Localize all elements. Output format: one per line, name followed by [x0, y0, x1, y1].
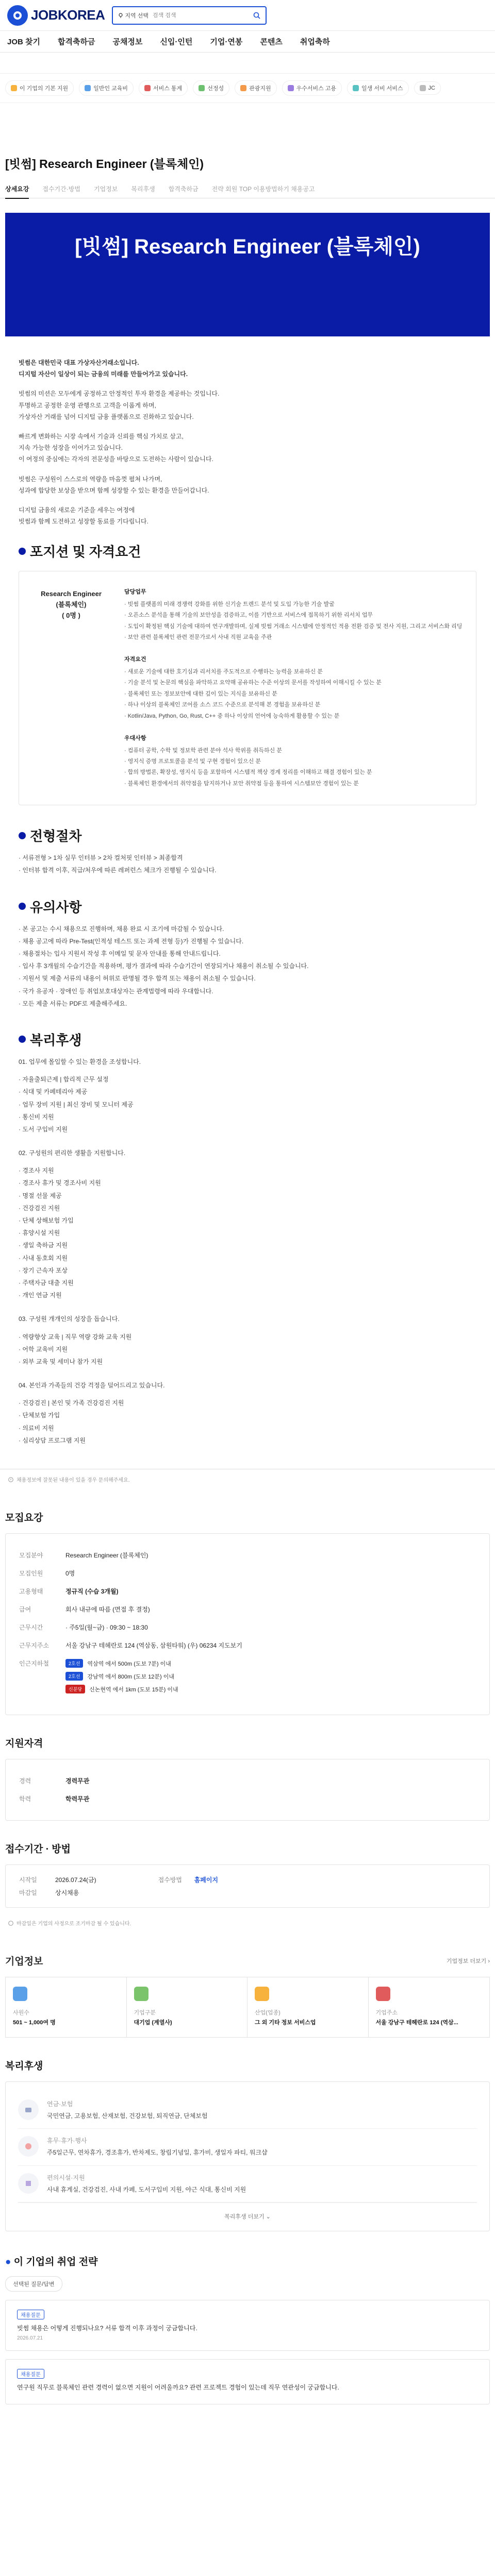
bullet-dot-icon: [19, 1036, 26, 1043]
benefit-group: 02. 구성원의 편리한 생활을 지원합니다. · 경조사 지원 · 경조사 휴가 및 경조사비 지원 · 명절 선물 제공 · 건강검진 지원 · 단체 상해보험 가입 · 휴양시설 지원 · 생일 축하금 지원 · 사내 동호회 지원 · 장기 근속자 포상 · 주택자금 대출 지원 · 개인 연금 지원: [19, 1149, 126, 1299]
info-icon: [8, 1477, 13, 1482]
welfare-row: 휴무·휴가·행사 주5일근무, 연차휴가, 경조휴가, 반차제도, 창립기념일, 휴가비, 생일자 파티, 워크샵: [18, 2129, 477, 2165]
chip[interactable]: 우수서비스 고용: [282, 80, 342, 96]
region-select[interactable]: [118, 11, 148, 20]
tab-bonus[interactable]: 합격축하금: [168, 185, 199, 193]
benefits-heading: 복리후생: [19, 1030, 476, 1049]
corp-card: 기업구분 대기업 (계열사): [127, 1977, 248, 2037]
deadline-note: 마감일은 기업의 사정으로 조기마감 될 수 있습니다.: [0, 1913, 495, 1933]
bullet-dot-icon: [19, 832, 26, 839]
location-icon: [118, 13, 123, 18]
tab-company[interactable]: 기업정보: [93, 185, 118, 193]
chip[interactable]: 일생 서비 서비스: [347, 80, 409, 96]
notes-heading: 유의사항: [19, 897, 476, 916]
building-icon: [134, 1987, 148, 2001]
apply-req-box: 경력 경력무관 학력 학력무관: [5, 1759, 490, 1821]
report-note[interactable]: 채용정보에 잘못된 내용이 있을 경우 문의해주세요.: [0, 1469, 495, 1489]
intro-paragraph: 빗썸은 대한민국 대표 가상자산거래소입니다. 디지털 자산이 일상이 되는 금융의 미래를 만들어가고 있습니다.: [19, 359, 188, 378]
corp-card: 사원수 501 ~ 1,000여 명: [6, 1977, 127, 2037]
search-input[interactable]: [153, 12, 249, 19]
site-header: [0, 0, 495, 31]
duties-group: 담당업무 · 빗썸 플랫폼의 미래 경쟁력 강화를 위한 신기술 트렌드 분석 및 도입 가능한 기술 발굴 · 오픈소스 분석을 통해 기술의 보안성을 검증하고, 이를 기반으로 서비스에 접목하기 위한 리서치 업무 · 도입이 확정된 핵심 기술에 대하여 연구개발하며, 실제 빗썸 거래소 시스템에 안정적인 적용 전환 검증 및 전사 지원, 그리고 서비스화 리딩 · 보안 관련 블록체인 관련 전문가로서 사내 직원 교육을 주관: [124, 589, 463, 640]
qualifications-detail: [110, 587, 463, 789]
nav-item-bonus[interactable]: 합격축하금: [58, 38, 95, 46]
chip[interactable]: 관광지원: [235, 80, 277, 96]
intro-text: [0, 357, 495, 527]
vacation-icon: [18, 2136, 39, 2157]
nav-item-job[interactable]: JOB 찾기: [7, 38, 40, 46]
chip-icon: [240, 85, 246, 91]
intro-paragraph: 빠르게 변화하는 시장 속에서 기술과 신뢰를 핵심 가치로 삼고, 지속 가능한 성장을 이어가고 있습니다. 이 여정의 중심에는 각자의 전문성을 바탕으로 도전하는 사람이 있습니다.: [19, 432, 213, 463]
corp-card: 기업주소 서울 강남구 테헤란로 124 (역삼...: [369, 1977, 490, 2037]
nav-item-contents[interactable]: 콘텐츠: [260, 38, 283, 46]
summary-row: 모집분야 Research Engineer (블록체인): [19, 1552, 148, 1559]
strategy-card[interactable]: 채용질문 빗썸 채용은 어떻게 진행되나요? 서류 합격 이후 과정이 궁금합니다. 2026.07.21: [5, 2300, 490, 2351]
bullet-dot-icon: [19, 548, 26, 555]
chip[interactable]: 서비스 통계: [139, 80, 188, 96]
chip-icon: [144, 85, 151, 91]
chip-icon: [199, 85, 205, 91]
welfare-row: 편의시설·지원 사내 휴게실, 건강검진, 사내 카페, 도서구입비 지원, 야근 식대, 통신비 지원: [18, 2166, 477, 2202]
briefcase-icon: [255, 1987, 269, 2001]
main-nav: [0, 31, 495, 53]
job-title: [빗썸] Research Engineer (블록체인): [5, 157, 204, 171]
benefits-list: [0, 1056, 495, 1446]
requirements-group: 자격요건 · 새로운 기술에 대한 호기심과 리서치를 주도적으로 수행하는 능력을 보유하신 분 · 기술 분석 및 논문의 핵심을 파악하고 요약해 공유하는 수준 이상의 문서를 작성하여 이해시킬 수 있는 분 · 블록체인 또는 정보보안에 대한 깊이 있는 지식을 보유하신 분 · 하나 이상의 블록체인 코어를 소스 코드 수준으로 분석해 본 경험을 보유하신 분 · Kotlin/Java, Python, Go, Rust, C++ 중 하나 이상의 언어에 능숙하게 활용할 수 있는 분: [124, 656, 382, 719]
logo-mark-icon: [7, 5, 28, 26]
benefit-group: 04. 본인과 가족들의 건강 걱정을 덜어드리고 있습니다. · 건강검진 | 본인 및 가족 건강검진 지원 · 단체보험 가입 · 의료비 지원 · 심리상담 프로그램 지원: [19, 1382, 165, 1444]
chip[interactable]: 이 기업의 기본 지원: [5, 80, 74, 96]
corp-heading: 기업정보: [5, 1956, 43, 1967]
qualifications-heading: 포지션 및 자격요건: [19, 541, 476, 561]
corp-card: 산업(업종) 그 외 기타 정보 서비스업: [248, 1977, 369, 2037]
search-icon[interactable]: [253, 12, 260, 19]
tab-detail[interactable]: 상세요강: [5, 184, 29, 199]
facility-icon: [18, 2173, 39, 2194]
qualifications-box: [19, 571, 476, 805]
job-banner: [5, 213, 490, 336]
chip[interactable]: 일반인 교육비: [79, 80, 134, 96]
strategy-heading: ● 이 기업의 취업 전략: [5, 2257, 98, 2268]
nav-item-company[interactable]: 기업·연봉: [210, 38, 243, 46]
welfare-row: 연금·보험 국민연금, 고용보험, 산재보험, 건강보험, 퇴직연금, 단체보험: [18, 2092, 477, 2129]
position-name: Research Engineer (블록체인) ( 0명 ): [41, 590, 102, 619]
summary-row: 모집인원 0명: [19, 1570, 75, 1577]
intro-paragraph: 디지털 금융의 새로운 기준을 세우는 여정에 빗썸과 함께 도전하고 성장할 동료를 기다립니다.: [19, 506, 148, 526]
logo-text: JOBKOREA: [31, 7, 105, 23]
chip-icon: [11, 85, 17, 91]
apply-req-heading: 지원자격: [5, 1738, 43, 1749]
chip-icon: [85, 85, 91, 91]
nav-item-public[interactable]: 공채정보: [112, 38, 143, 46]
welfare-more-button[interactable]: 복리후생 더보기 ⌄: [18, 2202, 477, 2221]
bullet-dot-icon: ●: [5, 2257, 11, 2268]
tab-top[interactable]: 전략 회원 TOP 이용방법하기 채용공고: [211, 185, 315, 193]
notes-list: · 본 공고는 수시 채용으로 진행하며, 채용 완료 시 조기에 마감될 수 있습니다. · 채용 공고에 따라 Pre-Test(인적성 테스트 또는 과제 전형 등)가 진행될 수 있습니다. · 채용절차는 입사 지원서 작성 후 이메일 및 문자 안내를 통해 안내드립니다. · 입사 후 3개월의 수습기간을 적용하며, 평가 결과에 따라 수습기간이 연장되거나 채용이 취소될 수 있습니다. · 지원서 및 제출 서류의 내용이 허위로 판명될 경우 합격 또는 채용이 취소될 수 있습니다. · 국가 유공자 · 장애인 등 취업보호대상자는 관계법령에 따라 우대합니다. · 모든 제출 서류는 PDF로 제출해주세요.: [19, 925, 309, 1007]
corp-more-link[interactable]: 기업정보 더보기 ›: [446, 1958, 490, 1964]
summary-row: 근무지주소 서울 강남구 테헤란로 124 (역삼동, 삼원타워) (우) 06234 지도보기: [19, 1642, 242, 1649]
nav-item-celebrate[interactable]: 취업축하: [300, 38, 330, 46]
subway-line-badge: 2호선: [65, 1659, 83, 1668]
preferred-group: 우대사항 · 컴퓨터 공학, 수학 및 정보학 관련 분야 석사 학위를 취득하신 분 · 영지식 증명 프로토콜을 분석 및 구현 경험이 있으신 분 · 합의 방법론, 확장성, 영지식 등을 포함하여 시스템적 책상 경계 정리를 이해하고 해결 경험이 있는 분 · 블록체인 환경에서의 취약점을 탐지하거나 보안 취약점 등을 통하여 시스템보안 경험이 있는 분: [124, 735, 372, 787]
welfare-box: [5, 2081, 490, 2231]
banner-title: [빗썸] Research Engineer (블록체인): [75, 235, 420, 258]
subway-line-badge: 2호선: [65, 1672, 83, 1681]
summary-heading: 모집요강: [5, 1513, 43, 1523]
welfare-heading: 복리후생: [5, 2061, 43, 2072]
benefit-group: 03. 구성원 개개인의 성장을 돕습니다. · 역량향상 교육 | 직무 역량 강화 교육 지원 · 어학 교육비 지원 · 외부 교육 및 세미나 참가 지원: [19, 1315, 132, 1365]
summary-row: 근무시간 · 주5일(월~금) · 09:30 ~ 18:30: [19, 1624, 148, 1631]
logo[interactable]: [7, 5, 105, 26]
corp-cards: [5, 1977, 490, 2038]
process-heading: 전형절차: [19, 826, 476, 845]
strategy-card[interactable]: 채용질문 연구원 직무로 블록체인 관련 경력이 없으면 지원이 어려울까요? 관련 프로젝트 경험이 있는데 직무 연관성이 궁금합니다.: [5, 2359, 490, 2404]
subway-line-badge: 신분당: [65, 1685, 85, 1693]
deadline-heading: 접수기간 · 방법: [5, 1844, 71, 1855]
summary-box: [5, 1533, 490, 1715]
benefit-group: 01. 업무에 몰입할 수 있는 환경을 조성합니다. · 자율출퇴근제 | 합리적 근무 설정 · 식대 및 카페테리아 제공 · 업무 장비 지원 | 최신 장비 및 모니터 제공 · 통신비 지원 · 도서 구입비 지원: [19, 1058, 141, 1133]
chip-icon: [288, 85, 294, 91]
process-list: · 서류전형 > 1차 실무 인터뷰 > 2차 컬처핏 인터뷰 > 최종합격 · 인터뷰 합격 이후, 직급/처우에 따른 레퍼런스 체크가 진행될 수 있습니다.: [19, 854, 217, 874]
apply-method-link[interactable]: 홈페이지: [194, 1876, 219, 1884]
intro-paragraph: 빗썸은 구성원이 스스로의 역량을 마음껏 펼쳐 나가며, 성과에 합당한 보상을 받으며 함께 성장할 수 있는 환경을 만들어갑니다.: [19, 475, 209, 494]
location-pin-icon: [376, 1987, 390, 2001]
summary-row: 급여 회사 내규에 따름 (면접 후 결정): [19, 1606, 150, 1613]
nav-item-intern[interactable]: 신입·인턴: [160, 38, 193, 46]
intro-paragraph: 빗썸의 미션은 모두에게 공정하고 안정적인 투자 환경을 제공하는 것입니다. 투명하고 공정한 운영 관행으로 고객을 이롭게 하며, 가상자산 거래를 넘어 디지털 금융 플랫폼으로 진화하고 있습니다.: [19, 390, 220, 420]
bullet-dot-icon: [19, 903, 26, 910]
chip-icon: [353, 85, 359, 91]
category-chips: [0, 73, 495, 103]
info-icon: [8, 1921, 13, 1926]
deadline-box: 시작일 2026.07.24(금) 마감일 상시채용 접수방법 홈페이지: [5, 1865, 490, 1908]
employees-icon: [13, 1987, 27, 2001]
detail-tabs: [0, 180, 495, 198]
chip[interactable]: JC: [414, 81, 441, 95]
pension-icon: [18, 2099, 39, 2120]
tab-welfare[interactable]: 복리후생: [131, 185, 155, 193]
search-box: [112, 6, 267, 25]
strategy-tab[interactable]: 선택된 질문/답변: [5, 2276, 62, 2292]
tab-apply-period[interactable]: 접수기간·방법: [42, 185, 80, 193]
chip[interactable]: 선정성: [193, 80, 229, 96]
region-label: 지역 선택: [125, 12, 148, 19]
summary-row: 고용형태 정규직 (수습 3개월): [19, 1588, 119, 1595]
subway-row: 인근지하철 2호선 역삼역 에서 500m (도보 7분) 이내 2호선 강남역 에서 800m (도보 12분) 이내 신분당 신논현역 에서 1km (도보 15분) 이내: [19, 1660, 178, 1693]
chip-icon: [420, 85, 426, 91]
